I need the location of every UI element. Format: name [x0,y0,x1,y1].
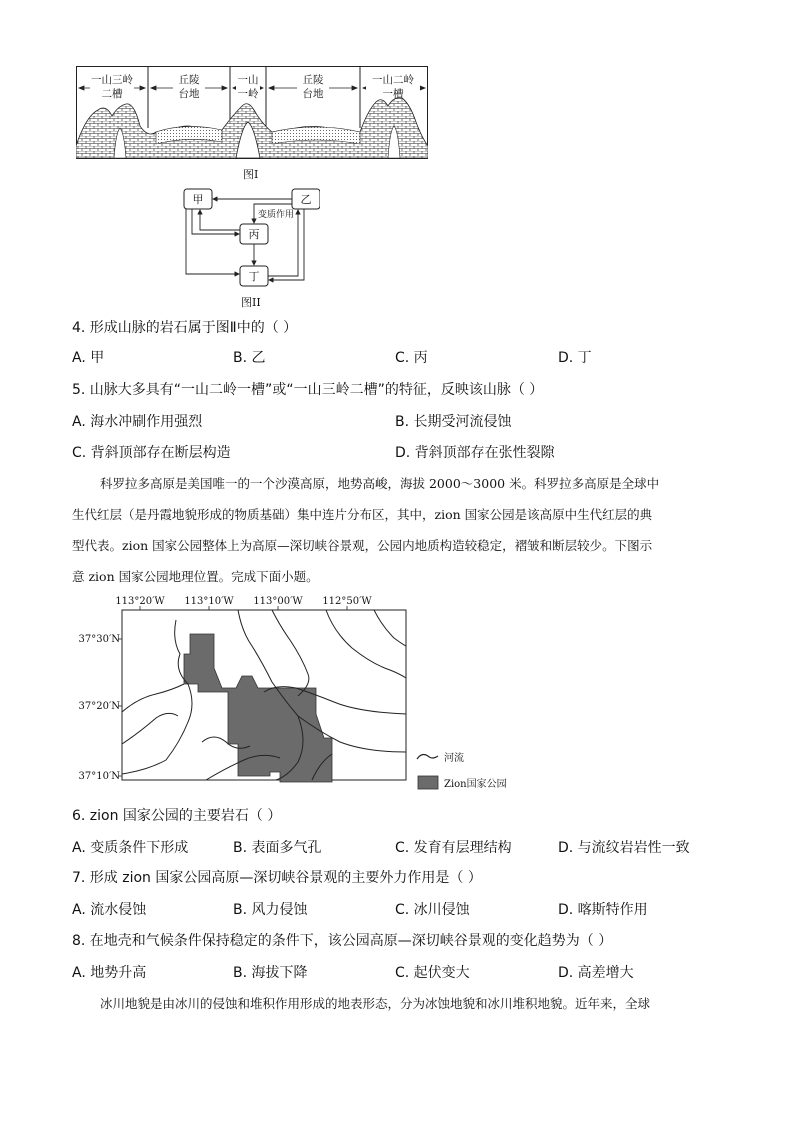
section-label-3: 一山 [237,74,259,86]
lon-label-3: 113°00′W [253,596,303,607]
lat-label-3: 37°10′N [78,771,120,782]
q7-option-a[interactable]: A. 流水侵蚀 [72,902,147,918]
node-jia: 甲 [192,193,204,206]
section-label-4: 丘陵 [302,74,324,86]
section-label-4b: 台地 [302,88,324,100]
section-label-5: 一山二岭 [372,74,414,86]
q6-option-a[interactable]: A. 变质条件下形成 [72,840,189,856]
zion-location-map [76,592,526,798]
section-label-2: 丘陵 [178,74,200,86]
q4-option-b[interactable]: B. 乙 [233,350,266,366]
passage-1-line-4: 意 zion 国家公园地理位置。完成下面小题。 [72,569,319,584]
q4-option-c[interactable]: C. 丙 [395,350,428,366]
passage-1-line-1: 科罗拉多高原是美国唯一的一个沙漠高原，地势高峻，海拔 2000～3000 米。科罗拉多高原是全球中 [100,476,660,491]
q6-option-c[interactable]: C. 发育有层理结构 [395,840,512,856]
question-7-stem: 7. 形成 zion 国家公园高原—深切峡谷景观的主要外力作用是（ ） [72,870,482,886]
node-ding: 丁 [248,270,260,283]
question-4-stem: 4. 形成山脉的岩石属于图Ⅱ中的（ ） [72,320,298,336]
node-bing: 丙 [248,228,260,241]
section-label-5b: 一槽 [382,88,404,100]
question-5-stem: 5. 山脉大多具有“一山二岭一槽”或“一山三岭二槽”的特征，反映该山脉（ ） [72,382,544,398]
node-yi: 乙 [300,193,312,206]
q5-option-a[interactable]: A. 海水冲刷作用强烈 [72,414,203,430]
arrow-label-metamorphism: 变质作用 [258,210,295,220]
passage-1-line-2: 生代红层（是丹霞地貌形成的物质基础）集中连片分布区，其中，zion 国家公园是该高原中生代红层的典 [72,507,653,522]
q7-option-c[interactable]: C. 冰川侵蚀 [395,902,470,918]
legend-park-label: Zion国家公园 [444,779,507,790]
legend-river-icon [417,755,438,759]
q8-option-a[interactable]: A. 地势升高 [72,965,147,981]
q4-option-d[interactable]: D. 丁 [558,350,592,366]
lat-label-2: 37°20′N [78,701,120,712]
passage-2-line-1: 冰川地貌是由冰川的侵蚀和堆积作用形成的地表形态，分为冰蚀地貌和冰川堆积地貌。近年来，全球 [100,996,651,1011]
legend-park-swatch [418,776,438,789]
question-6-stem: 6. zion 国家公园的主要岩石（ ） [72,808,282,824]
section-label-1b: 二槽 [101,88,123,100]
cross-section-diagram [76,66,428,160]
lon-label-4: 112°50′W [322,596,372,607]
q8-option-d[interactable]: D. 高差增大 [558,965,634,981]
legend-river-label: 河流 [444,753,464,764]
section-label-3b: 一岭 [237,88,259,100]
q7-option-b[interactable]: B. 风力侵蚀 [233,902,308,918]
lon-label-2: 113°10′W [184,596,234,607]
rock-cycle-diagram [180,186,320,292]
q5-option-d[interactable]: D. 背斜顶部存在张性裂隙 [395,445,555,461]
figure-1-caption: 图I [243,168,259,181]
passage-1-line-3: 型代表。zion 国家公园整体上为高原—深切峡谷景观，公园内地质构造较稳定，褶皱和断层较少。下图示 [72,538,653,553]
q4-option-a[interactable]: A. 甲 [72,350,105,366]
q8-option-c[interactable]: C. 起伏变大 [395,965,470,981]
q5-option-b[interactable]: B. 长期受河流侵蚀 [395,414,512,430]
figure-2 [180,186,320,292]
section-label-1: 一山三岭 [91,74,133,86]
q5-option-c[interactable]: C. 背斜顶部存在断层构造 [72,445,231,461]
figure-2-caption: 图II [241,296,261,309]
q7-option-d[interactable]: D. 喀斯特作用 [558,902,648,918]
q6-option-b[interactable]: B. 表面多气孔 [233,840,322,856]
question-8-stem: 8. 在地壳和气候条件保持稳定的条件下，该公园高原—深切峡谷景观的变化趋势为（ ） [72,933,613,949]
figure-1 [76,66,428,160]
section-label-2b: 台地 [178,88,200,100]
q8-option-b[interactable]: B. 海拔下降 [233,965,308,981]
q6-option-d[interactable]: D. 与流纹岩岩性一致 [558,840,690,856]
lon-label-1: 113°20′W [115,596,165,607]
lat-label-1: 37°30′N [78,634,120,645]
